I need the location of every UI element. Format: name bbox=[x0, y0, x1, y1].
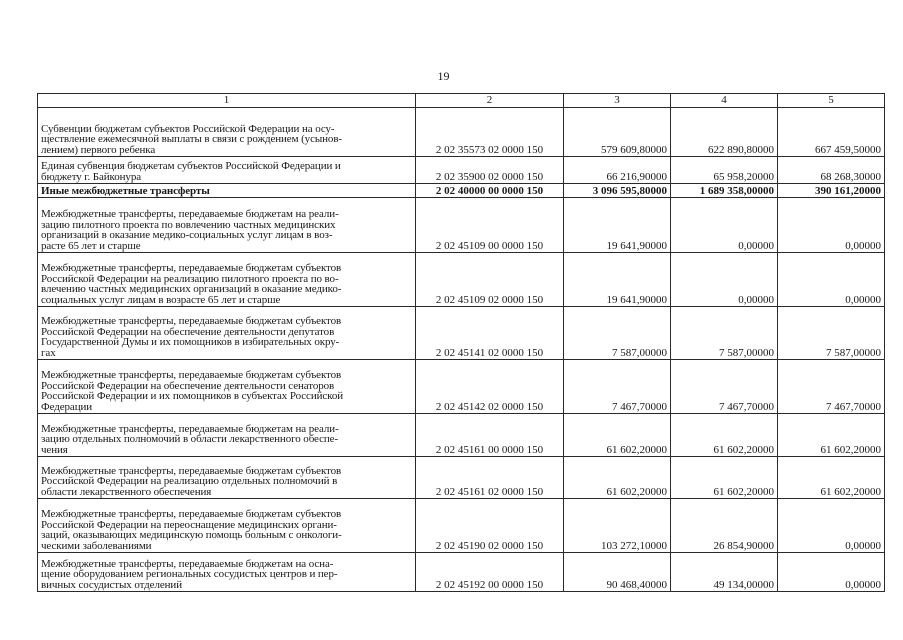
row-value-col4: 0,00000 bbox=[671, 198, 778, 253]
row-name-cell bbox=[38, 253, 416, 307]
row-value-col3: 7 587,00000 bbox=[564, 307, 671, 360]
row-value-col4: 1 689 358,00000 bbox=[671, 184, 778, 198]
row-name-line: зацию отдельных полномочий в области лекарственного обеспе- bbox=[41, 433, 339, 446]
row-name-line: Межбюджетные трансферты, передаваемые бюджетам на осна- bbox=[41, 557, 334, 570]
row-name-cell bbox=[38, 414, 416, 457]
budget-table bbox=[37, 93, 885, 592]
table-row bbox=[38, 253, 885, 307]
row-name-line: организаций в оказание медико-социальных услуг лицам в воз- bbox=[41, 229, 333, 242]
table-row bbox=[38, 457, 885, 499]
row-code-cell: 2 02 45192 00 0000 150 bbox=[416, 553, 564, 592]
row-name-line: Единая субвенция бюджетам субъектов Российской Федерации и bbox=[41, 160, 341, 173]
row-code-cell: 2 02 45190 02 0000 150 bbox=[416, 499, 564, 553]
row-code-cell: 2 02 45109 02 0000 150 bbox=[416, 253, 564, 307]
header-col-2: 2 bbox=[416, 94, 564, 108]
row-value-col4: 7 467,70000 bbox=[671, 360, 778, 414]
row-name-line: области лекарственного обеспечения bbox=[41, 485, 212, 498]
row-code-cell: 2 02 45161 00 0000 150 bbox=[416, 414, 564, 457]
row-name-line: Межбюджетные трансферты, передаваемые бюджетам субъектов bbox=[41, 464, 342, 477]
row-value-col3: 61 602,20000 bbox=[564, 457, 671, 499]
row-value-col5: 61 602,20000 bbox=[778, 457, 885, 499]
page-number: 19 bbox=[437, 69, 450, 83]
row-value-col5: 390 161,20000 bbox=[778, 184, 885, 198]
header-col-1: 1 bbox=[38, 94, 416, 108]
row-code-cell: 2 02 45109 00 0000 150 bbox=[416, 198, 564, 253]
row-name-line: ческими заболеваниями bbox=[41, 539, 152, 552]
row-value-col5: 68 268,30000 bbox=[778, 157, 885, 184]
row-value-col4: 61 602,20000 bbox=[671, 457, 778, 499]
row-value-col3: 66 216,90000 bbox=[564, 157, 671, 184]
row-name-line: Государственной Думы и их помощников в избирательных окру- bbox=[41, 336, 340, 349]
header-col-5: 5 bbox=[778, 94, 885, 108]
row-name-line: Межбюджетные трансферты, передаваемые бюджетам субъектов bbox=[41, 369, 342, 382]
row-value-col4: 49 134,00000 bbox=[671, 553, 778, 592]
header-col-3: 3 bbox=[564, 94, 671, 108]
row-name-line: заций, оказывающих медицинскую помощь больным с онкологи- bbox=[41, 529, 342, 542]
row-code-cell: 2 02 40000 00 0000 150 bbox=[416, 184, 564, 198]
row-code-cell: 2 02 45141 02 0000 150 bbox=[416, 307, 564, 360]
table-row bbox=[38, 553, 885, 592]
row-value-col4: 26 854,90000 bbox=[671, 499, 778, 553]
table-row bbox=[38, 414, 885, 457]
row-value-col4: 622 890,80000 bbox=[671, 108, 778, 157]
row-name-cell bbox=[38, 184, 416, 198]
row-name-line: Российской Федерации на обеспечение деятельности депутатов bbox=[41, 325, 335, 338]
row-value-col5: 0,00000 bbox=[778, 553, 885, 592]
table-row bbox=[38, 360, 885, 414]
row-name-line: Российской Федерации на реализацию отдельных полномочий в bbox=[41, 475, 338, 488]
row-name-line: Субвенции бюджетам субъектов Российской Федерации на осу- bbox=[41, 122, 335, 135]
table-row bbox=[38, 307, 885, 360]
row-value-col5: 0,00000 bbox=[778, 253, 885, 307]
row-name-cell bbox=[38, 307, 416, 360]
row-value-col4: 61 602,20000 bbox=[671, 414, 778, 457]
row-name-cell bbox=[38, 360, 416, 414]
row-value-col3: 61 602,20000 bbox=[564, 414, 671, 457]
table-row bbox=[38, 499, 885, 553]
row-value-col3: 19 641,90000 bbox=[564, 253, 671, 307]
row-value-col3: 579 609,80000 bbox=[564, 108, 671, 157]
row-name-line: вичных сосудистых отделений bbox=[41, 578, 182, 591]
row-code-cell: 2 02 35573 02 0000 150 bbox=[416, 108, 564, 157]
row-value-col5: 0,00000 bbox=[778, 198, 885, 253]
row-value-col3: 3 096 595,80000 bbox=[564, 184, 671, 198]
row-name-line: Иные межбюджетные трансферты bbox=[41, 184, 210, 197]
row-value-col5: 61 602,20000 bbox=[778, 414, 885, 457]
row-name-line: Межбюджетные трансферты, передаваемые бюджетам субъектов bbox=[41, 508, 342, 521]
row-value-col4: 65 958,20000 bbox=[671, 157, 778, 184]
row-name-line: щение оборудованием региональных сосудистых центров и пер- bbox=[41, 568, 338, 581]
row-value-col5: 7 467,70000 bbox=[778, 360, 885, 414]
row-value-col5: 0,00000 bbox=[778, 499, 885, 553]
row-code-cell: 2 02 45161 02 0000 150 bbox=[416, 457, 564, 499]
row-value-col3: 103 272,10000 bbox=[564, 499, 671, 553]
row-value-col3: 19 641,90000 bbox=[564, 198, 671, 253]
table-body bbox=[38, 108, 885, 592]
row-name-line: чения bbox=[41, 443, 68, 456]
row-value-col4: 0,00000 bbox=[671, 253, 778, 307]
row-name-line: ществление ежемесячной выплаты в связи с рождением (усынов- bbox=[41, 133, 342, 146]
row-value-col3: 90 468,40000 bbox=[564, 553, 671, 592]
row-value-col5: 667 459,50000 bbox=[778, 108, 885, 157]
row-name-line: Межбюджетные трансферты, передаваемые бюджетам на реали- bbox=[41, 422, 339, 435]
row-name-line: Российской Федерации и их помощников в субъектах Российской bbox=[41, 390, 344, 403]
row-name-line: Российской Федерации на переоснащение медицинских органи- bbox=[41, 518, 337, 531]
row-name-line: бюджету г. Байконура bbox=[41, 170, 142, 183]
row-value-col4: 7 587,00000 bbox=[671, 307, 778, 360]
row-name-line: влечению частных медицинских организаций в оказание медико- bbox=[41, 283, 342, 296]
row-name-line: зацию пилотного проекта по вовлечению частных медицинских bbox=[41, 218, 336, 231]
header-col-4: 4 bbox=[671, 94, 778, 108]
table-header-row bbox=[38, 94, 885, 108]
row-name-line: Федерации bbox=[41, 400, 93, 413]
row-name-line: Межбюджетные трансферты, передаваемые бюджетам субъектов bbox=[41, 315, 342, 328]
row-name-line: Российской Федерации на реализацию пилотного проекта по во- bbox=[41, 272, 339, 285]
row-name-cell bbox=[38, 553, 416, 592]
row-value-col3: 7 467,70000 bbox=[564, 360, 671, 414]
table-row bbox=[38, 198, 885, 253]
row-code-cell: 2 02 35900 02 0000 150 bbox=[416, 157, 564, 184]
row-name-line: социальных услуг лицам в возрасте 65 лет и старше bbox=[41, 293, 281, 306]
table-row bbox=[38, 108, 885, 157]
row-name-line: Межбюджетные трансферты, передаваемые бюджетам на реали- bbox=[41, 208, 339, 221]
row-name-line: лением) первого ребенка bbox=[41, 143, 156, 156]
row-name-cell bbox=[38, 499, 416, 553]
row-name-line: расте 65 лет и старше bbox=[41, 239, 141, 252]
row-name-cell bbox=[38, 457, 416, 499]
row-code-cell: 2 02 45142 02 0000 150 bbox=[416, 360, 564, 414]
row-name-cell bbox=[38, 198, 416, 253]
row-value-col5: 7 587,00000 bbox=[778, 307, 885, 360]
row-name-cell bbox=[38, 108, 416, 157]
row-name-cell bbox=[38, 157, 416, 184]
row-name-line: Межбюджетные трансферты, передаваемые бюджетам субъектов bbox=[41, 262, 342, 275]
row-name-line: Российской Федерации на обеспечение деятельности сенаторов bbox=[41, 379, 335, 392]
table-row bbox=[38, 184, 885, 198]
table-row bbox=[38, 157, 885, 184]
row-name-line: гах bbox=[41, 346, 56, 359]
